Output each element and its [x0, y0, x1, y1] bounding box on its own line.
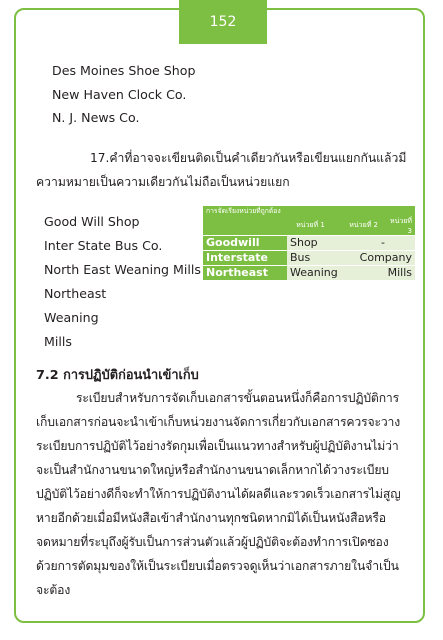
table-cell: Mills — [351, 266, 415, 281]
name-list-item: Weaning — [44, 310, 99, 325]
item-17-line-2: ความหมายเป็นความเดียวกันไม่ถือเป็นหน่วยแยก — [36, 175, 290, 189]
table-header-unit-2: หน่วยที่ 2 — [349, 221, 379, 229]
paragraph-line: หายอีกด้วยเมื่อมีหนังสือเข้าสำนักงานทุกชนิดหากมิได้เป็นหนังสือหรือ — [36, 511, 386, 525]
paragraph-line: จดหมายที่ระบุถึงผู้รับเป็นการส่วนตัวแล้วผู้ปฏิบัติจะต้องทำการเปิดซอง — [36, 535, 389, 549]
filing-units-table — [203, 206, 415, 281]
table-row — [203, 251, 415, 266]
table-row — [203, 266, 415, 281]
name-list-item: Northeast — [44, 286, 107, 301]
table-title: การจัดเรียงหน่วยที่ถูกต้อง — [203, 206, 415, 216]
paragraph-line: ระเบียบการปฏิบัติไว้อย่างรัดกุมเพื่อเป็นแนวทางสำหรับผู้ปฏิบัติงานไม่ว่า — [36, 439, 399, 453]
table-cell: Shop — [287, 236, 351, 251]
table-header-row — [203, 216, 415, 236]
page-number: 152 — [179, 0, 267, 44]
address-line: Des Moines Shoe Shop — [52, 63, 196, 78]
table-cell: Weaning — [287, 266, 351, 281]
table-cell: Company — [351, 251, 415, 266]
paragraph-line: ด้วยการตัดมุมของให้เป็นระเบียบเมื่อตรวจดูเห็นว่าเอกสารภายในจำเป็น — [36, 559, 399, 573]
name-list-item: North East Weaning Mills — [44, 262, 201, 277]
table-header-unit-1: หน่วยที่ 1 — [296, 221, 325, 229]
name-list-item: Inter State Bus Co. — [44, 238, 163, 253]
address-line: N. J. News Co. — [52, 110, 140, 125]
table-row-label: Interstate — [203, 251, 287, 266]
table-row-label: Goodwill — [203, 236, 287, 251]
table-cell: - — [351, 236, 415, 251]
paragraph-line: ระเบียบสำหรับการจัดเก็บเอกสารขั้นตอนหนึ่งก็คือการปฏิบัติการ — [76, 391, 400, 405]
name-list-item: Mills — [44, 334, 72, 349]
table-cell: Bus — [287, 251, 351, 266]
address-line: New Haven Clock Co. — [52, 87, 187, 102]
item-17-line-1: 17.คำที่อาจจะเขียนติดเป็นคำเดียวกันหรือเขียนแยกกันแล้วมี — [90, 151, 407, 165]
paragraph-line: ปฏิบัติไว้อย่างดีก็จะทำให้การปฏิบัติงานได้ผลดีและรวดเร็วเอกสารไม่สูญ — [36, 487, 401, 501]
table-header-cell — [203, 216, 287, 236]
table-header-unit-3: หน่วยที่ 3 — [381, 216, 415, 236]
paragraph-line: จะเป็นสำนักงานขนาดใหญ่หรือสำนักงานขนาดเล็กหากได้วางระเบียบ — [36, 463, 389, 477]
paragraph-line: จะต้อง — [36, 583, 71, 597]
table-row — [203, 236, 415, 251]
paragraph-line: เก็บเอกสารก่อนจะนำเข้าเก็บหน่วยงานจัดการเกี่ยวกับเอกสารควรจะวาง — [36, 415, 401, 429]
section-heading: 7.2 การปฏิบัติก่อนนำเข้าเก็บ — [36, 368, 199, 383]
name-list-item: Good Will Shop — [44, 214, 140, 229]
table-header-cell — [287, 216, 381, 236]
table-row-label: Northeast — [203, 266, 287, 281]
